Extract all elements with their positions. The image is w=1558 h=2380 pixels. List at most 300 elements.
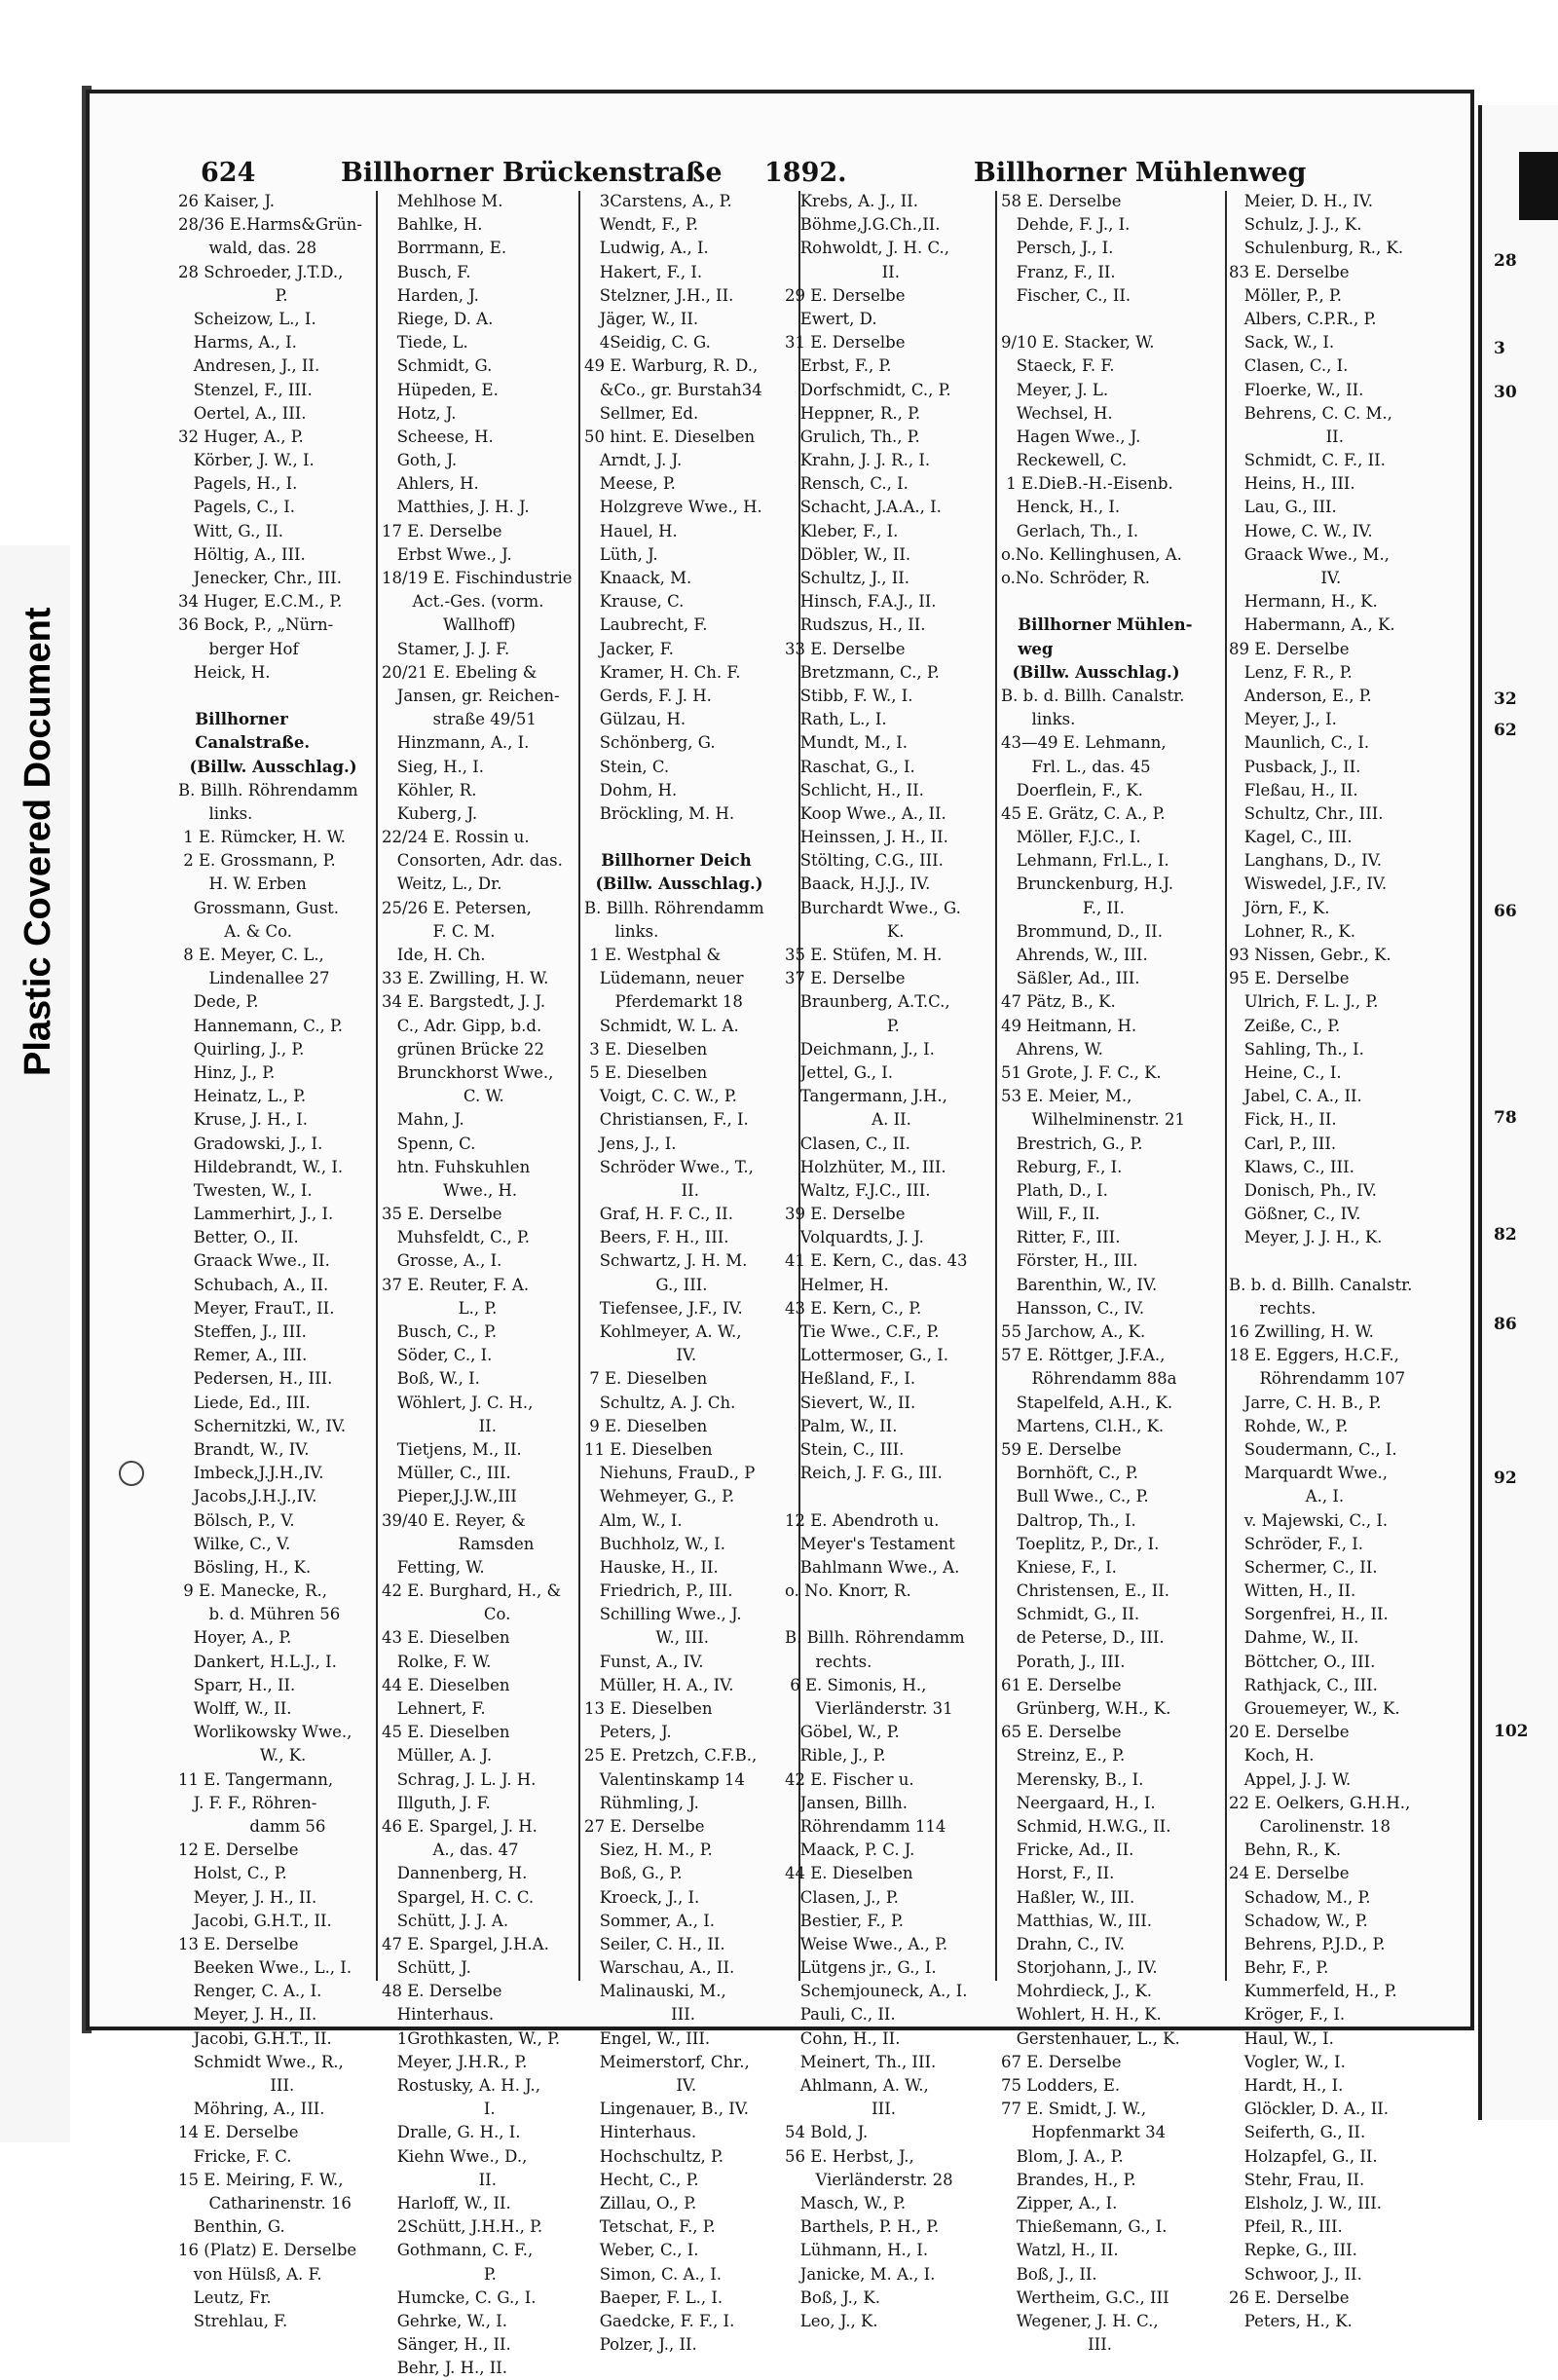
directory-line: III. <box>1001 2335 1112 2355</box>
directory-line: 3 E. Dieselben <box>584 1039 708 1059</box>
directory-line: Brommund, D., II. <box>1001 921 1163 941</box>
directory-line: Jenecker, Chr., III. <box>178 569 342 587</box>
directory-line: 1Grothkasten, W., P. <box>382 2028 561 2048</box>
directory-line: Habermann, A., K. <box>1229 615 1395 635</box>
directory-line: Röhrendamm 88a <box>1001 1369 1177 1389</box>
directory-line: Helmer, H. <box>785 1275 889 1294</box>
directory-line: Kruse, J. H., I. <box>178 1110 309 1130</box>
directory-line: Fick, H., II. <box>1229 1110 1337 1130</box>
directory-line: Müller, A. J. <box>382 1746 493 1766</box>
directory-line: Schemjouneck, A., I. <box>785 1982 968 2001</box>
directory-line: Meyer, J., I. <box>1229 710 1337 729</box>
directory-line: Pfeil, R., III. <box>1229 2217 1343 2237</box>
directory-line: Kroeck, J., I. <box>584 1887 700 1907</box>
directory-line: Sievert, W., II. <box>785 1393 916 1412</box>
directory-line <box>1001 590 1221 614</box>
directory-line: Dankert, H.L.J., I. <box>178 1652 337 1671</box>
directory-line: Clasen, J., P. <box>785 1887 899 1907</box>
directory-line: 27 E. Derselbe <box>584 1816 705 1836</box>
directory-line: Drahn, C., IV. <box>1001 1934 1125 1953</box>
directory-line: Vierländerstr. 28 <box>785 2170 953 2189</box>
directory-line: de Peterse, D., III. <box>1001 1628 1165 1648</box>
directory-line: Grouemeyer, W., K. <box>1229 1699 1400 1718</box>
directory-line: Polzer, J., II. <box>584 2335 697 2355</box>
directory-line: Sellmer, Ed. <box>584 403 699 423</box>
directory-line: Plath, D., I. <box>1001 1180 1108 1200</box>
directory-line: 7 E. Dieselben <box>584 1369 708 1389</box>
directory-line: Krebs, A. J., II. <box>785 192 918 210</box>
directory-line: Beers, F. H., III. <box>584 1228 729 1247</box>
column-2 <box>382 190 575 2378</box>
directory-line: IV. <box>584 2076 697 2095</box>
directory-line: 6 E. Simonis, H., <box>785 1675 927 1694</box>
directory-line: Schultz, J., II. <box>785 569 909 587</box>
directory-line: Wehmeyer, G., P. <box>584 1487 735 1506</box>
next-page-fragment: 28 <box>1494 251 1517 271</box>
directory-line: Jettel, G., I. <box>785 1062 893 1082</box>
directory-line: 57 E. Röttger, J.F.A., <box>1001 1346 1166 1365</box>
directory-line: 3Carstens, A., P. <box>584 192 732 210</box>
directory-line: 44 E. Dieselben <box>382 1675 510 1694</box>
directory-line: Rudszus, H., II. <box>785 615 926 635</box>
directory-line: Schacht, J.A.A., I. <box>785 498 942 517</box>
directory-line: Andresen, J., II. <box>178 356 320 376</box>
directory-line: 37 E. Derselbe <box>785 969 906 988</box>
directory-line: Merensky, B., I. <box>1001 1769 1144 1789</box>
directory-line: Meinert, Th., III. <box>785 2052 937 2071</box>
directory-line: Mahn, J. <box>382 1110 464 1130</box>
directory-line: Erbst Wwe., J. <box>382 544 512 564</box>
right-street-heading: Billhorner Mühlenweg <box>974 158 1307 188</box>
directory-line: Lindenallee 27 <box>178 969 330 988</box>
directory-line: 2 E. Grossmann, P. <box>178 851 336 871</box>
directory-line: Braunberg, A.T.C., <box>785 992 950 1012</box>
directory-line: Behr, F., P. <box>1229 1958 1329 1978</box>
directory-line: Dorfschmidt, C., P. <box>785 380 951 399</box>
directory-line: II. <box>382 2170 497 2189</box>
directory-line: Fetting, W. <box>382 1557 485 1577</box>
directory-line: Schröder Wwe., T., <box>584 1157 754 1176</box>
directory-line: Streinz, E., P. <box>1001 1746 1126 1766</box>
directory-line: Hinterhaus. <box>584 2123 697 2142</box>
next-page-fragment: 92 <box>1494 1469 1517 1488</box>
directory-line: Elsholz, J. W., III. <box>1229 2193 1382 2213</box>
directory-line: Koop Wwe., A., II. <box>785 803 946 823</box>
directory-line: Simon, C. A., I. <box>584 2264 722 2284</box>
directory-line: Heppner, R., P. <box>785 403 921 423</box>
directory-line: Sorgenfrei, H., II. <box>1229 1605 1389 1624</box>
directory-line: Haul, W., I. <box>1229 2028 1334 2048</box>
directory-line: Ahlers, H. <box>382 474 479 494</box>
directory-line: Tiefensee, J.F., IV. <box>584 1298 743 1318</box>
directory-line: Behr, J. H., II. <box>382 2359 508 2378</box>
directory-line: Rolke, F. W. <box>382 1652 492 1671</box>
directory-line: B. Billh. Röhrendamm <box>785 1628 965 1648</box>
directory-line: Tiede, L. <box>382 333 468 353</box>
directory-line: Billhorner Deich <box>584 851 752 871</box>
directory-line: III. <box>785 2100 896 2119</box>
directory-line: Hardt, H., I. <box>1229 2076 1344 2095</box>
directory-line: Rathjack, C., III. <box>1229 1675 1378 1694</box>
directory-line: Henck, H., I. <box>1001 498 1121 517</box>
directory-line: Schwartz, J. H. M. <box>584 1251 748 1271</box>
directory-line: Bornhöft, C., P. <box>1001 1464 1138 1483</box>
directory-line: Gaedcke, F. F., I. <box>584 2311 735 2330</box>
next-page-fragment: 32 <box>1494 689 1517 709</box>
directory-line: B. b. d. Billh. Canalstr. <box>1001 686 1185 705</box>
directory-line: Brunckhorst Wwe., <box>382 1062 554 1082</box>
next-page-fragment: 82 <box>1494 1225 1517 1245</box>
next-page-fragment: 86 <box>1494 1315 1517 1334</box>
directory-line: Jacobs,J.H.J.,IV. <box>178 1487 317 1506</box>
directory-line: 31 E. Derselbe <box>785 333 906 353</box>
directory-line: Daltrop, Th., I. <box>1001 1510 1136 1530</box>
directory-line: Pauli, C., II. <box>785 2005 896 2025</box>
directory-line: o. No. Knorr, R. <box>785 1581 911 1601</box>
directory-line: Holst, C., P. <box>178 1864 287 1883</box>
directory-line: 39/40 E. Reyer, & <box>382 1510 526 1530</box>
directory-line: Spargel, H. C. C. <box>382 1887 535 1907</box>
directory-line: Meyer, J. J. H., K. <box>1229 1228 1383 1247</box>
directory-line: (Billw. Ausschlag.) <box>178 757 357 776</box>
directory-line: 48 E. Derselbe <box>382 1982 502 2001</box>
directory-line: Meimerstorf, Chr., <box>584 2052 750 2071</box>
column-divider <box>1225 191 1227 1981</box>
directory-line: Masch, W., P. <box>785 2193 907 2213</box>
directory-line: Bahlmann Wwe., A. <box>785 1557 960 1577</box>
directory-line: 44 E. Dieselben <box>785 1864 913 1883</box>
directory-line: Bull Wwe., C., P. <box>1001 1487 1149 1506</box>
directory-line: Meyer, J. L. <box>1001 380 1109 399</box>
directory-line: Deichmann, J., I. <box>785 1039 935 1059</box>
directory-line: Dehde, F. J., I. <box>1001 215 1131 235</box>
directory-line: Meyer, J. H., II. <box>178 2005 317 2025</box>
directory-line: Goth, J. <box>382 451 458 470</box>
directory-line: 83 E. Derselbe <box>1229 262 1350 281</box>
directory-line: Boß, G., P. <box>584 1864 683 1883</box>
directory-line: Müller, C., III. <box>382 1464 511 1483</box>
directory-line: Wertheim, G.C., III <box>1001 2287 1169 2307</box>
directory-line: F., II. <box>1001 898 1125 917</box>
directory-line: Jörn, F., K. <box>1229 898 1330 917</box>
directory-line: Meyer's Testament <box>785 1534 955 1553</box>
directory-line: Sieg, H., I. <box>382 757 485 776</box>
directory-line: Jacker, F. <box>584 639 674 658</box>
directory-line: I. <box>382 2100 496 2119</box>
directory-line: Rath, L., I. <box>785 710 887 729</box>
directory-line: Kummerfeld, H., P. <box>1229 1982 1397 2001</box>
directory-line: Schadow, W., P. <box>1229 1911 1368 1930</box>
directory-line: IV. <box>584 1346 697 1365</box>
directory-line: Lohner, R., K. <box>1229 921 1355 941</box>
directory-line: 17 E. Derselbe <box>382 521 502 540</box>
directory-line: Scheese, H. <box>382 427 494 446</box>
directory-line: von Hülsß, A. F. <box>178 2264 322 2284</box>
directory-line: Müller, H. A., IV. <box>584 1675 734 1694</box>
directory-line: Illguth, J. F. <box>382 1793 491 1812</box>
directory-line: Kuberg, J. <box>382 803 478 823</box>
directory-line: Christensen, E., II. <box>1001 1581 1170 1601</box>
directory-line: Lehmann, Frl.L., I. <box>1001 851 1169 871</box>
directory-line: Staeck, F. F. <box>1001 356 1115 376</box>
directory-line: Kröger, F., I. <box>1229 2005 1346 2025</box>
directory-line: 32 Huger, A., P. <box>178 427 304 446</box>
directory-line: 28 Schroeder, J.T.D., <box>178 262 344 281</box>
directory-line: Fricke, F. C. <box>178 2146 292 2166</box>
directory-line: Schulenburg, R., K. <box>1229 239 1404 258</box>
directory-line: Tangermann, J.H., <box>785 1087 947 1106</box>
directory-line: Stapelfeld, A.H., K. <box>1001 1393 1173 1412</box>
directory-line: Watzl, H., II. <box>1001 2241 1119 2260</box>
directory-line: Klaws, C., III. <box>1229 1157 1354 1176</box>
directory-line: Hinz, J., P. <box>178 1062 276 1082</box>
directory-line: Witten, H., II. <box>1229 1581 1356 1601</box>
directory-line: Lüdemann, neuer <box>584 969 744 988</box>
column-divider <box>995 191 997 1981</box>
directory-line: Gradowski, J., I. <box>178 1134 323 1153</box>
directory-line: 65 E. Derselbe <box>1001 1723 1122 1742</box>
directory-line: Harloff, W., II. <box>382 2193 511 2213</box>
directory-line: Bölsch, P., V. <box>178 1510 295 1530</box>
directory-line: Gerds, F. J. H. <box>584 686 712 705</box>
directory-line: 95 E. Derselbe <box>1229 969 1350 988</box>
directory-line: Meyer, J.H.R., P. <box>382 2052 528 2071</box>
directory-line: Wendt, F., P. <box>584 215 699 235</box>
directory-line: straße 49/51 <box>382 710 537 729</box>
next-page-fragment: 30 <box>1494 383 1517 402</box>
directory-line: Heins, H., III. <box>1229 474 1355 494</box>
directory-line: Maunlich, C., I. <box>1229 733 1370 753</box>
directory-line: Sparr, H., II. <box>178 1675 296 1694</box>
directory-line: Wallhoff) <box>382 615 516 635</box>
directory-line: 33 E. Derselbe <box>785 639 906 658</box>
directory-line: Arndt, J. J. <box>584 451 683 470</box>
directory-line: Förster, H., III. <box>1001 1251 1138 1271</box>
directory-line: Vierländerstr. 31 <box>785 1699 953 1718</box>
directory-line: links. <box>1001 710 1076 729</box>
directory-line: Cohn, H., II. <box>785 2028 901 2048</box>
directory-line: Graack Wwe., II. <box>178 1251 330 1271</box>
directory-line: Ritter, F., III. <box>1001 1228 1121 1247</box>
directory-line: Riege, D. A. <box>382 309 494 328</box>
directory-line <box>178 685 373 708</box>
directory-line: (Billw. Ausschlag.) <box>584 874 763 894</box>
directory-line: Bestier, F., P. <box>785 1911 904 1930</box>
directory-line: Wilhelminenstr. 21 <box>1001 1110 1185 1130</box>
directory-line: 26 Kaiser, J. <box>178 192 276 210</box>
directory-line: o.No. Kellinghusen, A. <box>1001 544 1182 564</box>
directory-line: Rohwoldt, J. H. C., <box>785 239 949 258</box>
directory-line: Boß, J., II. <box>1001 2264 1097 2284</box>
directory-line: Jacobi, G.H.T., II. <box>178 2028 332 2048</box>
directory-line: 20 E. Derselbe <box>1229 1723 1350 1742</box>
directory-line: Schultz, A. J. Ch. <box>584 1393 736 1412</box>
directory-line: 43 E. Kern, C., P. <box>785 1298 922 1318</box>
directory-line: Ahlmann, A. W., <box>785 2076 929 2095</box>
directory-line: 9/10 E. Stacker, W. <box>1001 333 1155 353</box>
directory-line <box>1001 308 1221 331</box>
directory-line: Boß, W., I. <box>382 1369 480 1389</box>
directory-line: 9 E. Manecke, R., <box>178 1581 328 1601</box>
directory-line: Mehlhose M. <box>382 192 503 210</box>
directory-line: Billhorner Mühlen- <box>1001 615 1193 635</box>
directory-line: Hermann, H., K. <box>1229 592 1378 612</box>
directory-line: Voigt, C. C. W., P. <box>584 1087 737 1106</box>
directory-line: Rible, J., P. <box>785 1746 886 1766</box>
directory-line: Jens, J., I. <box>584 1134 677 1153</box>
next-page-fragment: 66 <box>1494 902 1517 921</box>
directory-line <box>785 1603 994 1626</box>
directory-line: Pferdemarkt 18 <box>584 992 743 1012</box>
directory-line: 54 Bold, J. <box>785 2123 869 2142</box>
directory-line: Lammerhirt, J., I. <box>178 1205 334 1224</box>
directory-line: 26 E. Derselbe <box>1229 2287 1350 2307</box>
directory-line: 16 (Platz) E. Derselbe <box>178 2241 357 2260</box>
directory-line: Blom, J. A., P. <box>1001 2146 1124 2166</box>
directory-line: Palm, W., II. <box>785 1416 898 1435</box>
directory-line: Tietjens, M., II. <box>382 1439 522 1459</box>
directory-line: Christiansen, F., I. <box>584 1110 749 1130</box>
column-divider <box>376 191 378 1981</box>
directory-line: Imbeck,J.J.H.,IV. <box>178 1464 324 1483</box>
directory-line: Harms, A., I. <box>178 333 297 353</box>
directory-line: II. <box>785 262 900 281</box>
directory-line: A. II. <box>785 1110 911 1130</box>
directory-line: Stenzel, F., III. <box>178 380 313 399</box>
directory-line: Stein, C., III. <box>785 1439 905 1459</box>
next-page-fragment: 62 <box>1494 721 1517 740</box>
directory-line: Janicke, M. A., I. <box>785 2264 936 2284</box>
column-6 <box>1229 190 1459 2330</box>
directory-line: Meese, P. <box>584 474 676 494</box>
directory-line: Hotz, J. <box>382 403 457 423</box>
directory-line: 43 E. Dieselben <box>382 1628 510 1648</box>
directory-line: Rühmling, J. <box>584 1793 699 1812</box>
directory-line: Twesten, W., I. <box>178 1180 313 1200</box>
directory-line: Hüpeden, E. <box>382 380 499 399</box>
directory-line: Funst, A., IV. <box>584 1652 704 1671</box>
directory-line: Marquardt Wwe., <box>1229 1464 1389 1483</box>
directory-line: Schadow, M., P. <box>1229 1887 1371 1907</box>
directory-line: Hildebrandt, W., I. <box>178 1157 344 1176</box>
directory-line: K. <box>785 921 905 941</box>
directory-line: Brandes, H., P. <box>1001 2170 1136 2189</box>
directory-line: Krahn, J. J. R., I. <box>785 451 931 470</box>
directory-line: 50 hint. E. Dieselben <box>584 427 756 446</box>
directory-line: Carl, P., III. <box>1229 1134 1337 1153</box>
directory-line: Stibb, F. W., I. <box>785 686 913 705</box>
directory-line: 56 E. Herbst, J., <box>785 2146 914 2166</box>
directory-line: Schmidt, G. <box>382 356 493 376</box>
directory-line: Reich, J. F. G., III. <box>785 1464 943 1483</box>
directory-line: Kleber, F., I. <box>785 521 899 540</box>
directory-line: 8 E. Meyer, C. L., <box>178 946 324 964</box>
directory-line: Göbel, W., P. <box>785 1723 900 1742</box>
directory-line: Raschat, G., I. <box>785 757 915 776</box>
directory-line: Dohm, H. <box>584 780 678 800</box>
directory-line: Söder, C., I. <box>382 1346 493 1365</box>
directory-line: Mohrdieck, J., K. <box>1001 1982 1153 2001</box>
directory-line: Schultz, Chr., III. <box>1229 803 1384 823</box>
directory-line: Lütgens jr., G., I. <box>785 1958 937 1978</box>
directory-line <box>584 826 795 849</box>
directory-line: 75 Lodders, E. <box>1001 2076 1121 2095</box>
directory-line: H. W. Erben <box>178 874 307 894</box>
directory-line <box>1229 1249 1459 1273</box>
directory-line: Floerke, W., II. <box>1229 380 1364 399</box>
left-street-heading: Billhorner Brückenstraße <box>341 158 723 188</box>
directory-line: Meyer, FrauT., II. <box>178 1298 335 1318</box>
page-number: 624 <box>201 158 256 188</box>
directory-line: C., Adr. Gipp, b.d. <box>382 1016 542 1035</box>
directory-line: Wechsel, H. <box>1001 403 1113 423</box>
directory-line: Strehlau, F. <box>178 2311 288 2330</box>
directory-line: Jabel, C. A., II. <box>1229 1087 1362 1106</box>
directory-line: P. <box>178 285 288 305</box>
directory-line: 51 Grote, J. F. C., K. <box>1001 1062 1162 1082</box>
directory-line: 13 E. Dieselben <box>584 1699 713 1718</box>
directory-line: Alm, W., I. <box>584 1510 683 1530</box>
directory-line: Weitz, L., Dr. <box>382 874 502 894</box>
directory-line <box>785 1485 994 1508</box>
directory-line: Worlikowsky Wwe., <box>178 1723 352 1742</box>
directory-line: Behrens, C. C. M., <box>1229 403 1392 423</box>
directory-line: Hinzmann, A., I. <box>382 733 530 753</box>
directory-line: Ahrens, W. <box>1001 1039 1103 1059</box>
directory-line: 93 Nissen, Gebr., K. <box>1229 946 1391 964</box>
directory-line: 53 E. Meier, M., <box>1001 1087 1132 1106</box>
directory-line: B. b. d. Billh. Canalstr. <box>1229 1275 1413 1294</box>
directory-line: Reburg, F., I. <box>1001 1157 1123 1176</box>
directory-line: Barthels, P. H., P. <box>785 2217 940 2237</box>
directory-line: Beeken Wwe., L., I. <box>178 1958 352 1978</box>
directory-line: Jäger, W., II. <box>584 309 699 328</box>
directory-line: 37 E. Reuter, F. A. <box>382 1275 530 1294</box>
directory-line: Erbst, F., P. <box>785 356 892 376</box>
directory-line: wald, das. 28 <box>178 239 317 258</box>
directory-line: 58 E. Derselbe <box>1001 192 1122 210</box>
directory-line: Gothmann, C. F., <box>382 2241 534 2260</box>
directory-line: Schütt, J. <box>382 1958 471 1978</box>
directory-line: III. <box>584 2005 695 2025</box>
directory-line: Behrens, P.J.D., P. <box>1229 1934 1386 1953</box>
directory-line: Gülzau, H. <box>584 710 686 729</box>
directory-line: Schmidt, C. F., II. <box>1229 451 1386 470</box>
directory-line: Pieper,J.J.W.,III <box>382 1487 517 1506</box>
directory-line: 67 E. Derselbe <box>1001 2052 1122 2071</box>
directory-line: Friedrich, P., III. <box>584 1581 733 1601</box>
next-page-fragment: 102 <box>1494 1722 1529 1741</box>
directory-line: Jacobi, G.H.T., II. <box>178 1911 332 1930</box>
directory-line: II. <box>1229 427 1344 446</box>
directory-line: Mundt, M., I. <box>785 733 908 753</box>
directory-line: II. <box>382 1416 497 1435</box>
directory-line: Jansen, Billh. <box>785 1793 908 1812</box>
directory-line: Wegener, J. H. C., <box>1001 2311 1159 2330</box>
directory-line: Fricke, Ad., II. <box>1001 1841 1134 1860</box>
directory-line: Wohlert, H. H., K. <box>1001 2005 1162 2025</box>
directory-line: Meyer, J. H., II. <box>178 1887 317 1907</box>
directory-line: Graack Wwe., M., <box>1229 544 1390 564</box>
directory-line: Busch, C., P. <box>382 1322 498 1341</box>
directory-line: 25/26 E. Petersen, <box>382 898 532 917</box>
directory-line: J. F. F., Röhren- <box>178 1793 317 1812</box>
directory-line: Dede, P. <box>178 992 259 1012</box>
directory-line: Rohde, W., P. <box>1229 1416 1349 1435</box>
directory-line: Waltz, F.J.C., III. <box>785 1180 931 1200</box>
column-1 <box>178 190 373 2330</box>
directory-line: Hinsch, F.A.J., II. <box>785 592 937 612</box>
